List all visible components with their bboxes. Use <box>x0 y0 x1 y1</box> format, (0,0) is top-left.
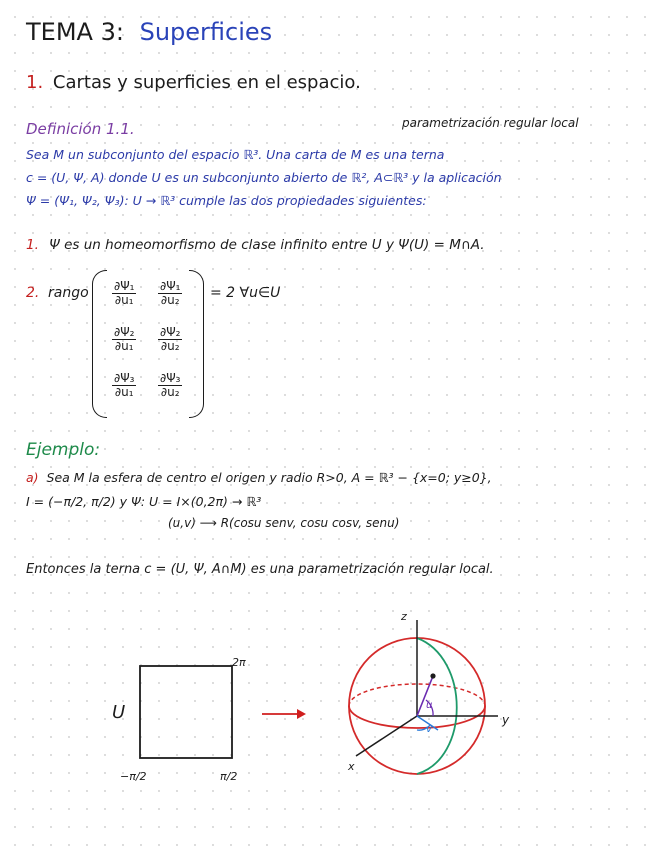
x-axis <box>356 716 417 756</box>
jacobian-matrix <box>92 270 204 416</box>
surface-point <box>430 673 435 678</box>
example-line-1-text: Sea M la esfera de centro el origen y radio R>0, A = ℝ³ − {x=0; y≥0}, <box>46 470 492 485</box>
label-two-pi: 2π <box>232 656 246 669</box>
definition-line-3: Ψ = (Ψ₁, Ψ₂, Ψ₃): U → ℝ³ cumple las dos propiedades siguientes: <box>26 193 427 208</box>
matrix-cell-3-2: $\frac{\text{∂Ψ₃}}{\text{∂u₂}}$ <box>160 371 181 399</box>
section-number: 1. <box>26 72 44 93</box>
definition-label: Definición 1.1. <box>26 120 135 138</box>
axis-x-label: x <box>348 760 355 773</box>
title-tema: TEMA 3: <box>26 18 124 46</box>
property-2-label: rango <box>48 285 89 301</box>
definition-line-1: Sea M un subconjunto del espacio ℝ³. Una carta de M es una terna <box>26 147 445 162</box>
property-2-number: 2. <box>26 285 40 301</box>
property-1 <box>26 237 485 253</box>
page-title <box>26 18 272 46</box>
example-conclusion: Entonces la terna c = (U, Ψ, A∩M) es una parametrización regular local. <box>26 562 494 577</box>
title-subject: Superficies <box>139 18 273 46</box>
matrix-cell-3-1: $\frac{\text{∂Ψ₃}}{\text{∂u₁}}$ <box>114 371 135 399</box>
example-line-2: I = (−π/2, π/2) y Ψ: U = I×(0,2π) → ℝ³ <box>26 494 262 509</box>
meridian <box>417 638 457 774</box>
matrix-right-bracket <box>189 270 204 418</box>
angle-u-label: u <box>426 700 433 711</box>
example-item: a) <box>26 470 39 485</box>
definition-line-2: c = (U, Ψ, A) donde U es un subconjunto abierto de ℝ², A⊂ℝ³ y la aplicación <box>26 170 502 185</box>
property-1-number: 1. <box>26 237 39 253</box>
property-2-result: = 2 ∀u∈U <box>210 285 281 301</box>
example-line-3: (u,v) ⟶ R(cosu senv, cosu cosv, senu) <box>168 516 400 530</box>
section-text: Cartas y superficies en el espacio. <box>52 72 361 93</box>
parameter-figure <box>0 588 656 848</box>
example-line-1 <box>26 470 492 485</box>
matrix-cell-1-1: $\frac{\text{∂Ψ₁}}{\text{∂u₁}}$ <box>114 279 135 307</box>
angle-v-label: v <box>426 724 432 735</box>
axis-y-label: y <box>502 713 510 727</box>
matrix-cell-2-1: $\frac{\text{∂Ψ₂}}{\text{∂u₁}}$ <box>114 325 135 353</box>
domain-label: U <box>112 702 126 723</box>
example-label: Ejemplo: <box>26 440 101 460</box>
mapping-arrow-head <box>297 709 306 719</box>
matrix-cell-2-2: $\frac{\text{∂Ψ₂}}{\text{∂u₂}}$ <box>160 325 181 353</box>
domain-square <box>140 666 232 758</box>
section-heading <box>26 72 361 93</box>
matrix-cell-1-2: $\frac{\text{∂Ψ₁}}{\text{∂u₂}}$ <box>160 279 181 307</box>
axis-z-label: z <box>401 610 407 623</box>
property-1-text: Ψ es un homeomorfismo de clase infinito entre U y Ψ(U) = M∩A. <box>49 237 485 253</box>
label-minus-pi-half: −π/2 <box>120 770 147 783</box>
definition-note: parametrización regular local <box>402 116 579 130</box>
label-pi-half: π/2 <box>220 770 238 783</box>
matrix-left-bracket <box>92 270 107 418</box>
